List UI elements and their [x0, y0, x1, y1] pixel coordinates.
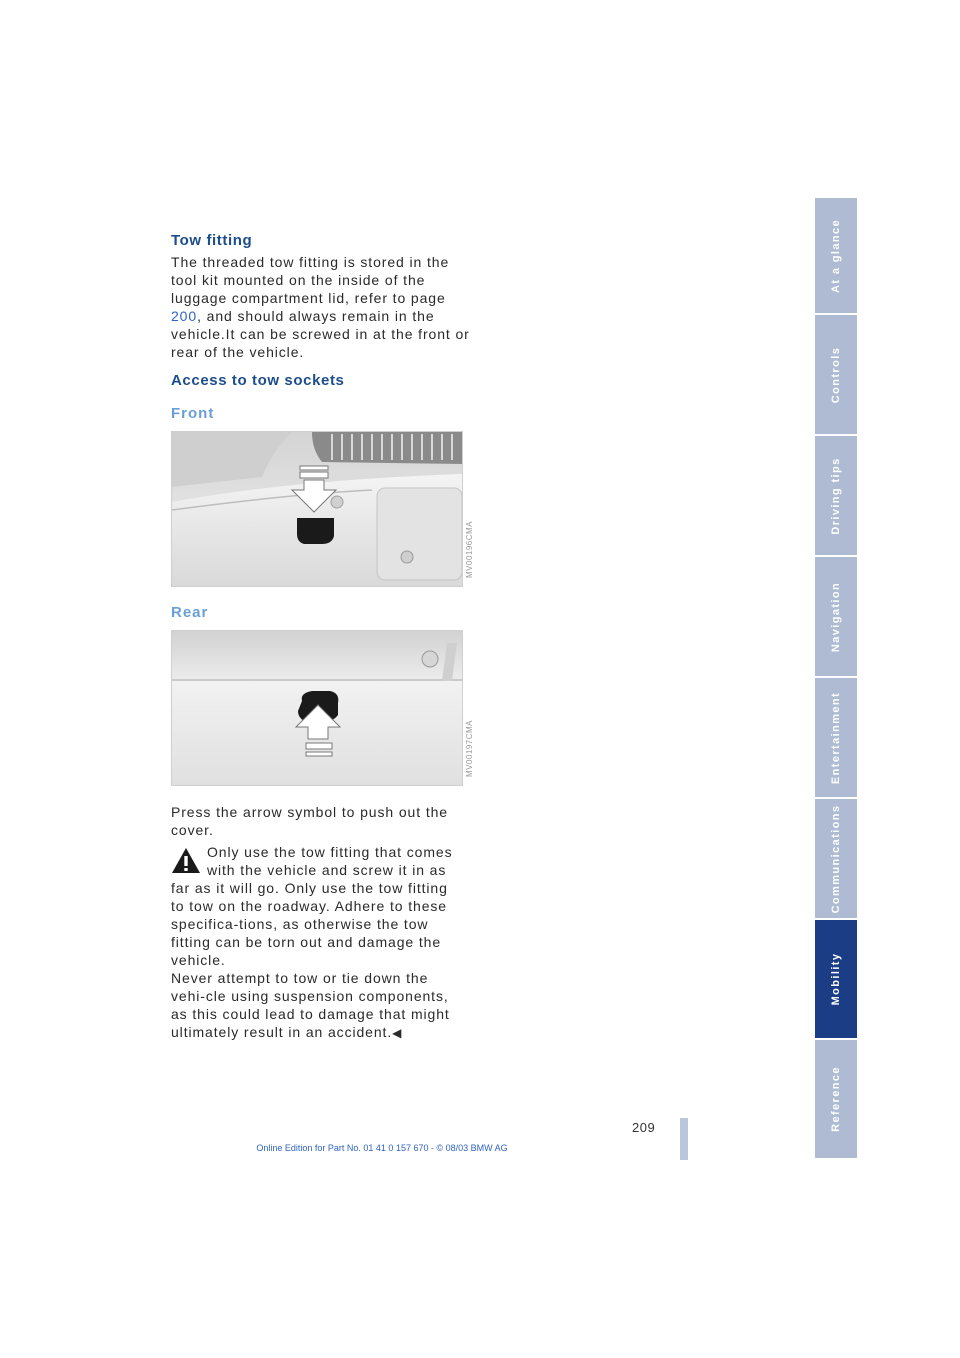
side-tab-label: Navigation	[830, 581, 842, 652]
side-tab-label: Reference	[830, 1066, 842, 1132]
side-tab-label: Entertainment	[830, 691, 842, 784]
section-heading-tow-fitting: Tow fitting	[171, 232, 253, 249]
page-number-bar	[680, 1118, 688, 1160]
instruction-paragraph: Press the arrow symbol to push out the cover.	[171, 804, 448, 838]
tow-fitting-text-1: The threaded tow fitting is stored in the tool kit mounted on the inside of the luggage compartment lid, refer to page	[171, 254, 450, 306]
side-tab-driving-tips[interactable]	[815, 436, 857, 557]
warning-text: Only use the tow fitting that comes with the vehicle and screw it in as far as it will go. Only use the tow fitting to tow on the roadway. Adhere to these specifica-tions, as otherwise the tow fitting can be torn out and damage the vehicle.	[171, 844, 453, 968]
side-tab-label: Driving tips	[830, 456, 842, 535]
subheading-front: Front	[171, 405, 215, 422]
side-tab-communications[interactable]	[815, 799, 857, 920]
front-image-code: MV00196CMA	[465, 520, 474, 578]
page-reference-link[interactable]: 200	[171, 308, 198, 324]
side-tab-label: At a glance	[830, 218, 842, 293]
tow-fitting-text-2: , and should always remain in the vehicle.It can be screwed in at the front or rear of the vehicle.	[171, 308, 470, 360]
side-tab-navigation[interactable]	[815, 557, 857, 678]
subheading-rear: Rear	[171, 604, 209, 621]
side-tab-at-a-glance[interactable]	[815, 198, 857, 315]
side-tab-entertainment[interactable]	[815, 678, 857, 799]
side-tab-controls[interactable]	[815, 315, 857, 436]
page-number: 209	[632, 1120, 656, 1135]
side-tab-label: Controls	[830, 346, 842, 403]
side-tab-label: Communications	[830, 804, 842, 913]
footer-text: Online Edition for Part No. 01 41 0 157 670 - © 08/03 BMW AG	[256, 1143, 508, 1153]
rear-tow-socket-image	[171, 630, 463, 786]
end-mark: ◀	[392, 1026, 403, 1040]
tow-fitting-paragraph	[171, 253, 471, 361]
side-tab-reference[interactable]	[815, 1040, 857, 1160]
side-tab-mobility[interactable]	[815, 920, 857, 1040]
footer-edition-note	[0, 1143, 960, 1153]
section-heading-access: Access to tow sockets	[171, 372, 345, 389]
front-tow-socket-image	[171, 431, 463, 587]
side-tab-label: Mobility	[830, 952, 842, 1006]
warning-text-2: Never attempt to tow or tie down the vehi-cle using suspension components, as this could lead to damage that might ultimately result in an accident.	[171, 970, 450, 1040]
rear-image-code: MV00197CMA	[465, 719, 474, 777]
warning-paragraph	[171, 843, 463, 1042]
